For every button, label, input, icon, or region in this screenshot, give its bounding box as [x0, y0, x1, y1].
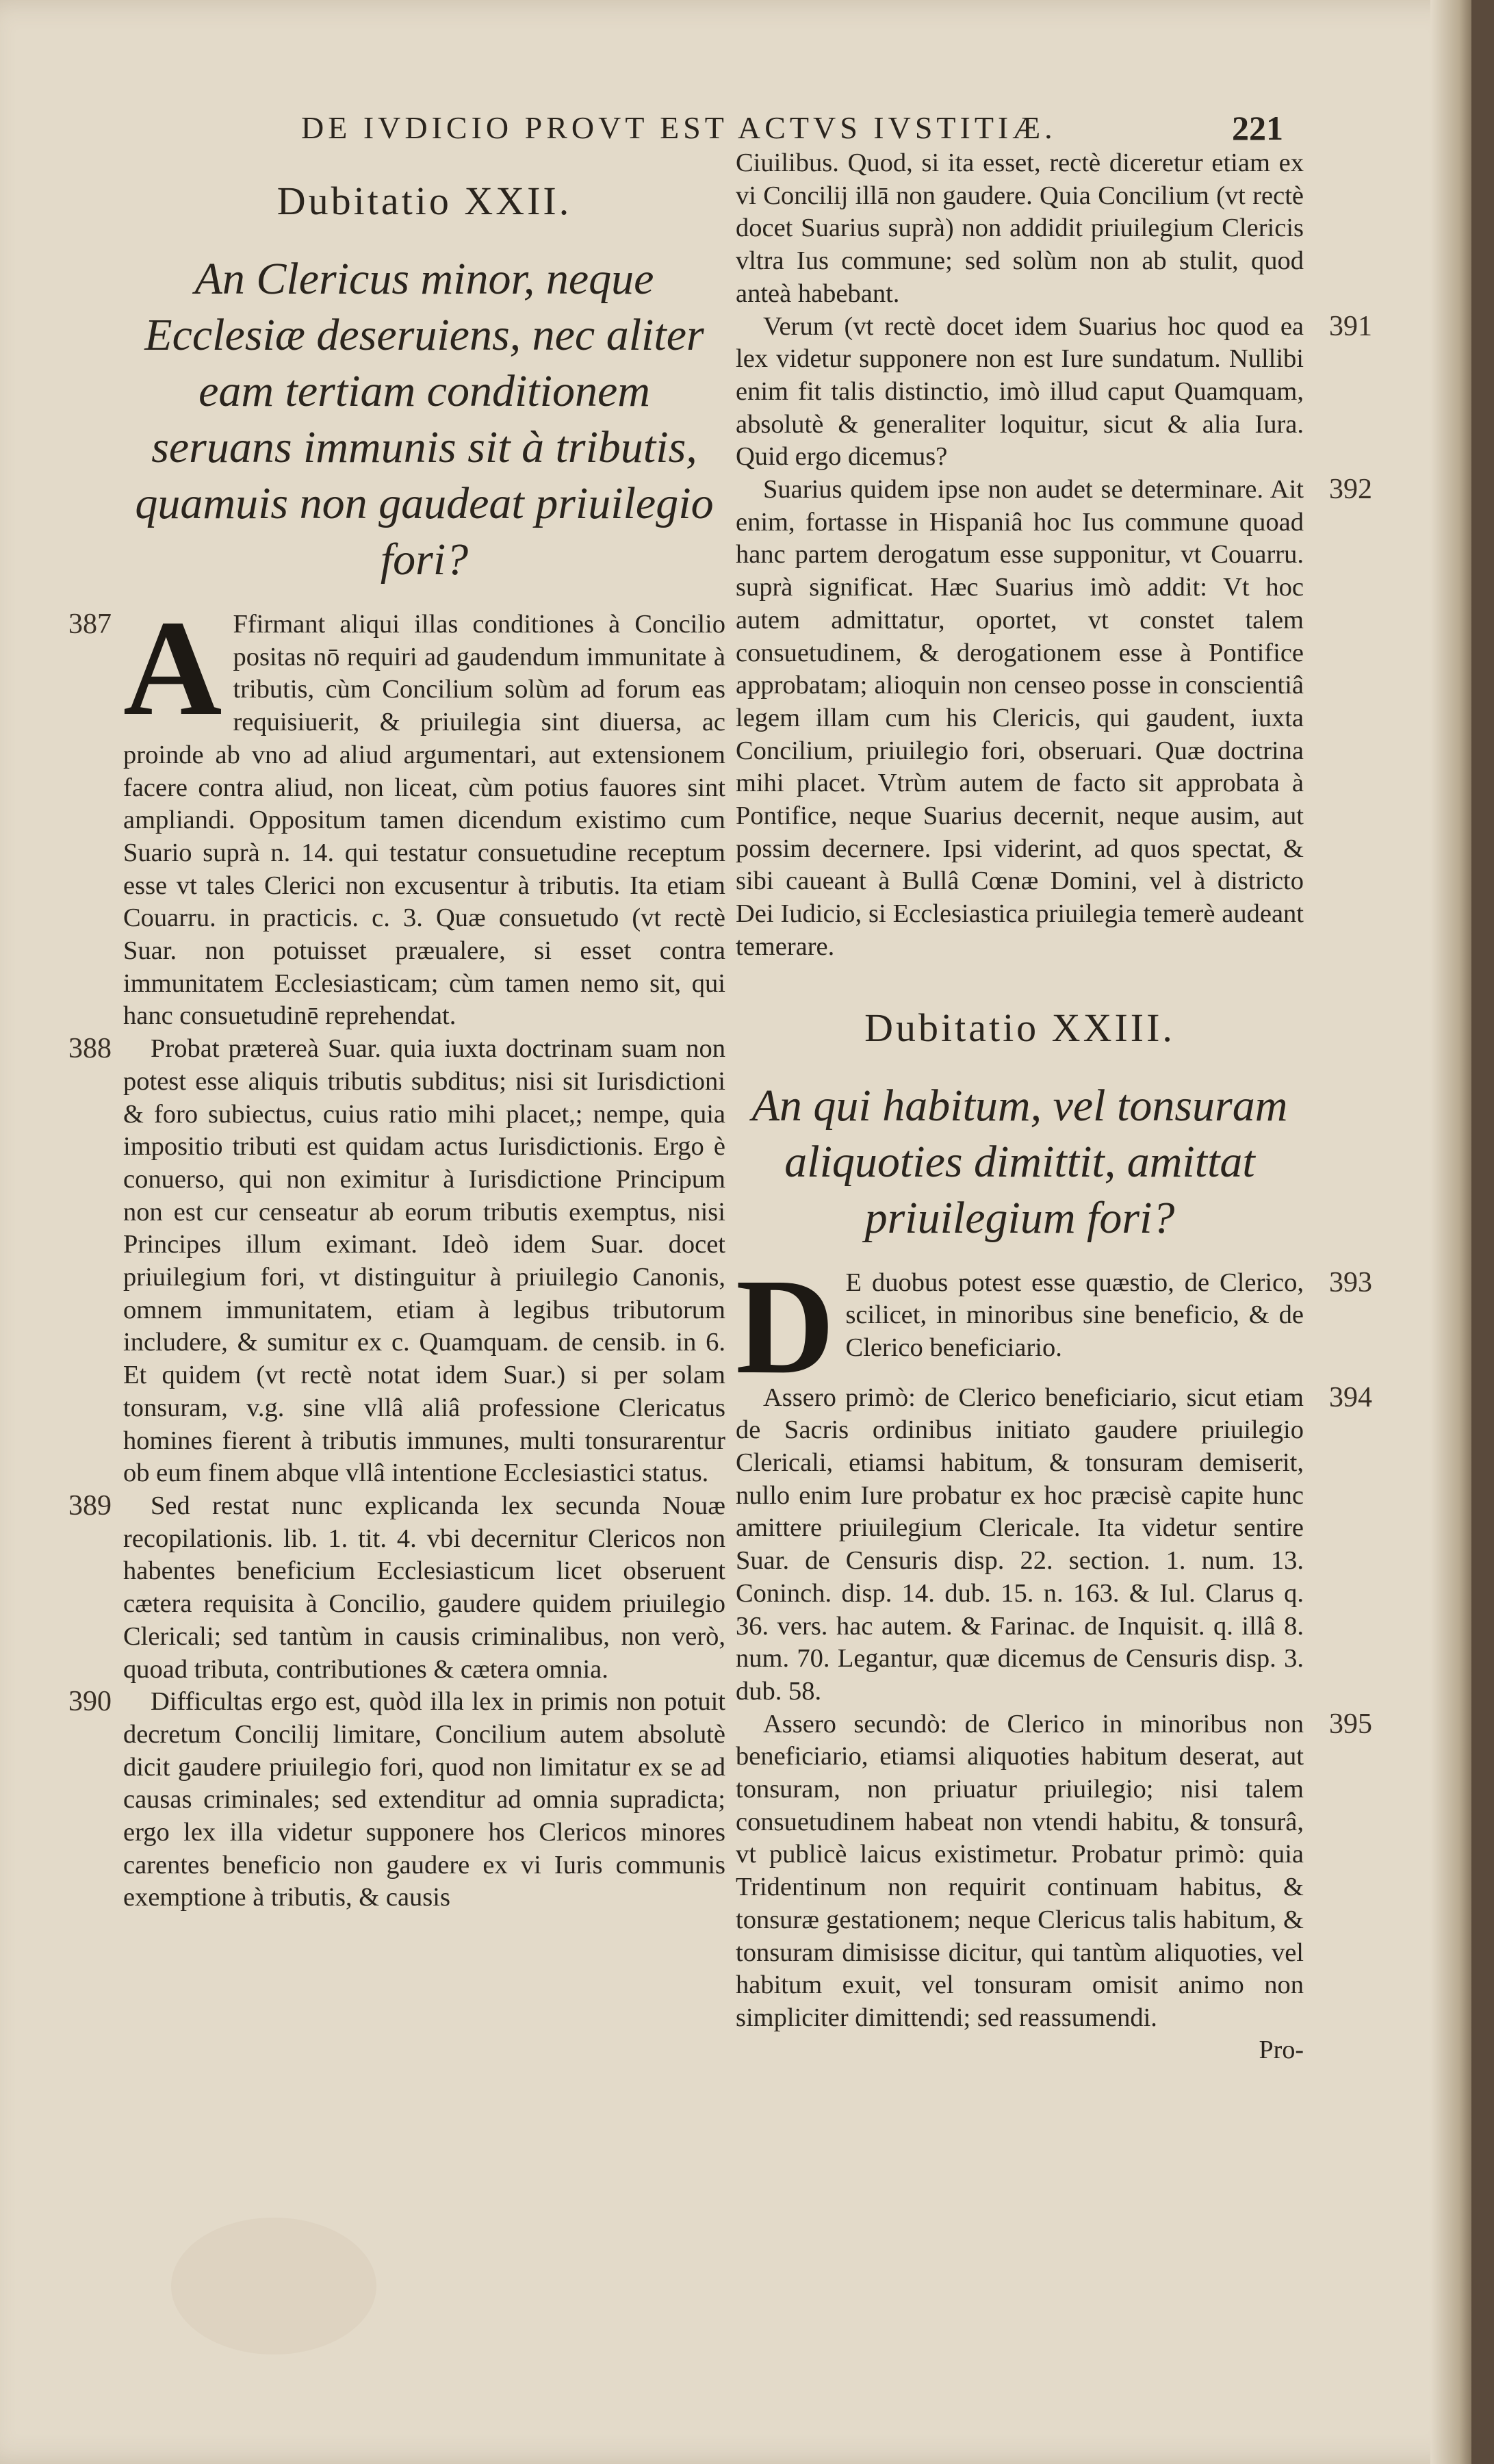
section-heading: Dubitatio XXII.: [276, 179, 572, 223]
catchword: Pro-: [1259, 2035, 1304, 2064]
margin-number: 391: [1329, 310, 1372, 342]
paragraph-text: Assero primò: de Clerico beneficiario, sicut etiam de Sacris ordinibus initiato gaudere priuilegio Clericali, etiamsi habitum, & tonsuram demiserit, nullo enim Iure probatur ex hoc præcisè capite hunc amittere priuilegium Clericale. Ita videtur sentire Suar. de Censuris disp. 22. section. 1. num. 13. Coninch. disp. 14. dub. 15. n. 163. & Iul. Clarus q. 36. vers. hac autem. & Farinac. de Inquisit. q. illâ 8. num. 70. Legantur, quæ dicemus de Censuris disp. 3. dub. 58.: [736, 1383, 1304, 1706]
drop-capital: D: [736, 1250, 835, 1402]
paragraph-text: E duobus potest esse quæstio, de Clerico, scilicet, in minoribus sine beneficio, & de Clerico beneficiario.: [845, 1268, 1304, 1362]
paragraph-text: Difficultas ergo est, quòd illa lex in primis non potuit decretum Concilij limitare, Concilium autem absolutè dicit gaudere priuilegio fori, quod non limitatur ex se ad causas criminales; sed extenditur ad omnia supradicta; ergo lex illa videtur supponere hos Clericos minores carentes beneficio non gaudere ex vi Iuris communis exemptione à tributis, & causis: [123, 1687, 725, 1912]
paragraph: [68, 1033, 725, 1490]
paragraph: [68, 593, 725, 1033]
paragraph: [736, 1708, 1372, 2035]
left-column: [68, 157, 725, 1914]
section-question: An Clericus minor, neque Ecclesiæ deseruiens, nec aliter eam tertiam conditionem seruans immunis sit à tributis, quamuis non gaudeat priuilegio fori?: [135, 254, 714, 585]
paragraph: [736, 1381, 1372, 1708]
margin-number: 392: [1329, 474, 1372, 506]
paragraph: [68, 1686, 725, 1914]
paragraph: [68, 1489, 725, 1686]
page-number: 221: [1232, 109, 1283, 147]
margin-number: 388: [68, 1033, 112, 1065]
page-edge: [1471, 0, 1494, 2464]
margin-number: 393: [1329, 1266, 1372, 1298]
right-column: [736, 147, 1372, 2065]
paragraph: [736, 474, 1372, 964]
margin-number: 394: [1329, 1381, 1372, 1413]
paragraph-text: Verum (vt rectè docet idem Suarius hoc quod ea lex videtur supponere non est Iure sundatum. Nullibi enim fit talis distinctio, imò illud caput Quamquam, absolutè & generaliter loquitur, sicut & alia Iura. Quid ergo dicemus?: [736, 311, 1304, 472]
paragraph-text: Ffirmant aliqui illas conditiones à Concilio positas nō requiri ad gaudendum immunitate à tributis, cùm Concilium solùm ad forum eas requisiuerit, & priuilegia sint diuersa, ac proinde ab vno ad aliud argumentari, aut extensionem facere contra aliud, non liceat, cùm potius fauores sint ampliandi. Oppositum tamen dicendum existimo cum Suario suprà n. 14. qui testatur consuetudine receptum esse vt tales Clerici non excusentur à tributis. Ita etiam Couarru. in practicis. c. 3. Quæ consuetudo (vt rectè Suar. non potuisset præualere, si esset contra immunitatem Ecclesiasticam; cùm tamen nemo sit, qui hanc consuetudinē reprehendat.: [123, 610, 725, 1031]
paragraph-text: Probat prætereà Suar. quia iuxta doctrinam suam non potest esse aliquis tributis subditus; nisi sit Iurisdictioni & foro subiectus, cuius ratio mihi placet,; nempe, quia impositio tributi est quidam actus Iurisdictionis. Ergo è conuerso, qui non eximitur à Iurisdictione Principum non est cur censeatur ab eorum tributis exemptus, nisi Principes illum eximant. Ideò idem Suar. docet priuilegium fori, vt distinguitur à priuilegio Canonis, omnem immunitatem, etiam à legibus tributorum includere, & sumitur ex c. Quamquam. de censib. in 6. Et quidem (vt rectè notat idem Suar.) si per solam tonsuram, v.g. sine vllâ aliâ professione Clericatus homines fierent à tributis immunes, multi tonsurarentur ob eum finem abque vllâ intentione Ecclesiastici status.: [123, 1034, 725, 1488]
paragraph-text: Sed restat nunc explicanda lex secunda Nouæ recopilationis. lib. 1. tit. 4. vbi decernitur Clericos non habentes beneficium Ecclesiasticum licet obseruent cætera requisita à Concilio, gaudere quidem priuilegio Clericali; sed tantùm in causis criminalibus, non verò, quoad tributa, contributiones & cætera omnia.: [123, 1491, 725, 1684]
running-head: DE IVDICIO PROVT EST ACTVS IVSTITIÆ.: [301, 110, 1057, 145]
margin-number: 390: [68, 1686, 112, 1718]
paragraph-text: Assero secundò: de Clerico in minoribus non beneficiario, etiamsi aliquoties habitum deserat, aut tonsuram, non priuatur priuilegio; nisi talem consuetudinem habeat non vtendi habitu, & tonsurâ, vt publicè laicus existimetur. Probatur primò: quia Tridentinum non requirit continuam habitus, & tonsuræ gestationem; neque Clericus talis habitum, & tonsuram dimisisse dicitur, qui tantùm aliquoties, vel habitum exuit, vel tonsuram omisit animo non simpliciter dimittendi; sed reassumendi.: [736, 1709, 1304, 2032]
paragraph-text: Suarius quidem ipse non audet se determinare. Ait enim, fortasse in Hispaniâ hoc Ius commune quoad hanc partem derogatum esse supponitur, vt Couarru. suprà significat. Hæc Suarius imò addit: Vt hoc autem admittatur, oportet, vt constet talem consuetudinem, & derogationem esse à Pontifice approbatam; alioquin non censeo posse in conscientiâ legem illam cum his Clericis, qui gaudent, iuxta Concilium, priuilegio fori, obseruari. Quæ doctrina mihi placet. Vtrùm autem de facto sit approbata à Pontifice, neque Suarius decernit, neque ausim, aut possim decernere. Ipsi viderint, ad quos spectat, & sibi caueant à Bullâ Cœnæ Domini, vel à districto Dei Iudicio, si Ecclesiastica priuilegia temerè audeant temerare.: [736, 475, 1304, 961]
paragraph: [736, 147, 1304, 311]
margin-number: 387: [68, 608, 112, 640]
margin-number: 395: [1329, 1708, 1372, 1740]
paragraph-text: Ciuilibus. Quod, si ita esset, rectè diceretur etiam ex vi Concilij illā non gaudere. Quia Concilium (vt rectè docet Suarius suprà) non addidit priuilegium Clericis vltra Ius commune; sed solùm non ab stulit, quod anteà habebant.: [736, 149, 1304, 308]
section-question: An qui habitum, vel tonsuram aliquoties dimittit, amittat priuilegium fori?: [751, 1080, 1288, 1243]
margin-number: 389: [68, 1489, 112, 1522]
drop-capital: A: [123, 593, 222, 744]
paragraph: [736, 310, 1372, 474]
page-gutter-shadow: [1430, 0, 1471, 2464]
paper-stain: [171, 2218, 376, 2354]
section-heading: Dubitatio XXIII.: [864, 1005, 1175, 1050]
